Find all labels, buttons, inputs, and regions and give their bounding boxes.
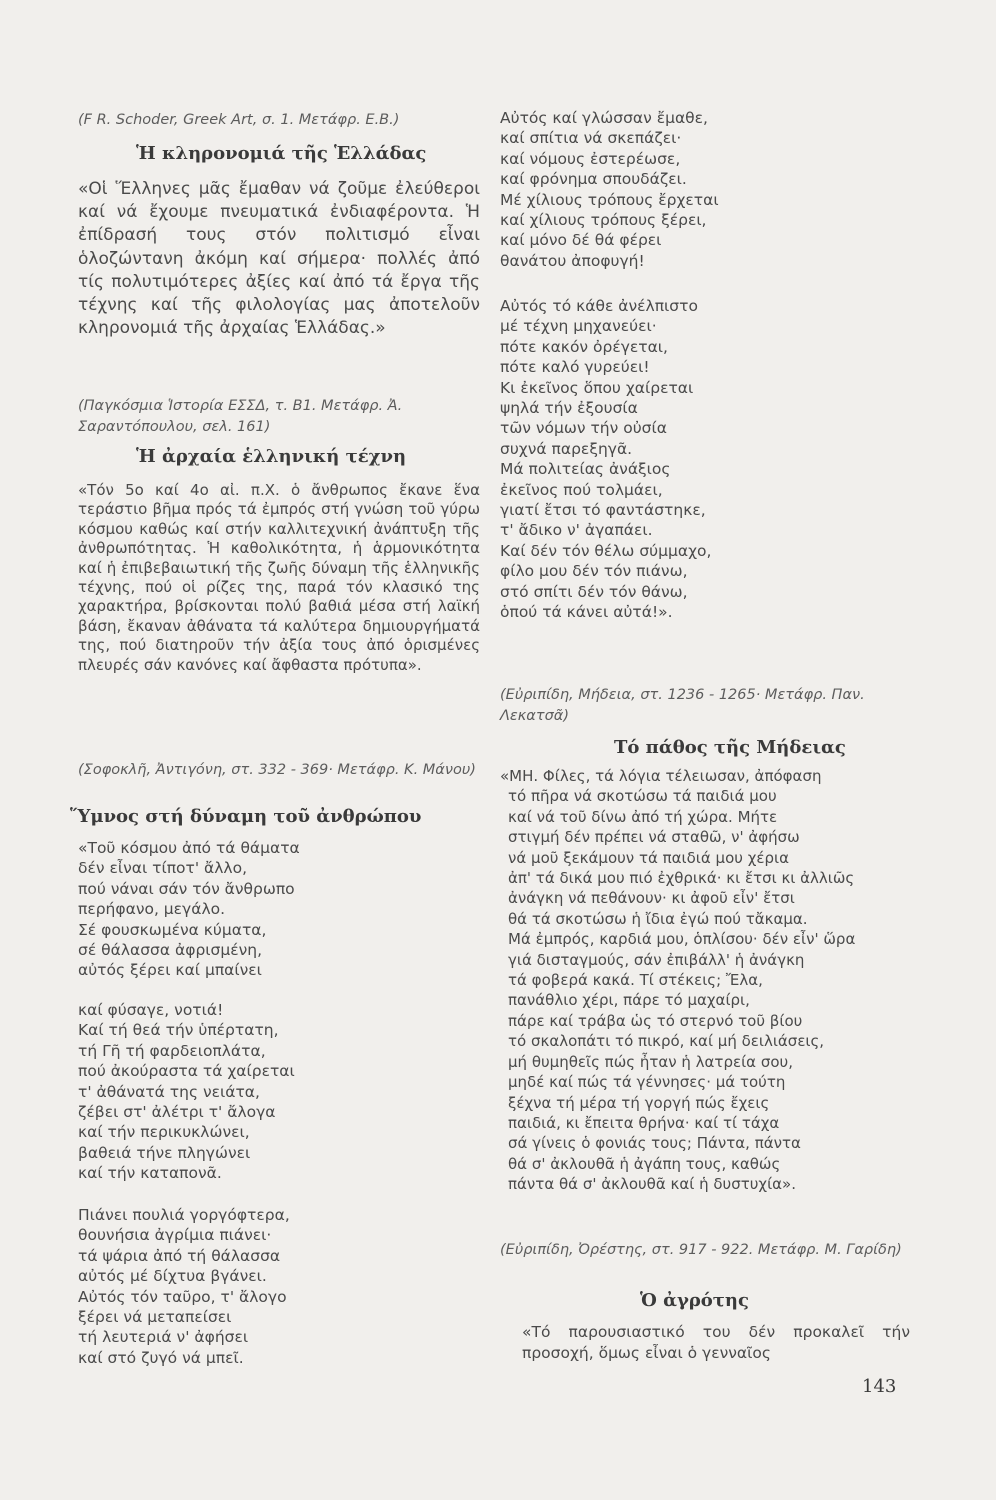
paragraph-the-farmer: «Τό παρουσιαστικό του δέν προκαλεῖ τήν προσοχή, ὅμως εἶναι ὁ γενναῖος bbox=[522, 1323, 910, 1362]
verse-line: καί μόνο δέ θά φέρει bbox=[500, 231, 662, 250]
source-citation-antigone: (Σοφοκλῆ, Ἀντιγόνη, στ. 332 - 369· Μετάφρ. Κ. Μάνου) bbox=[78, 762, 476, 778]
verse-line: τά ψάρια ἀπό τή θάλασσα bbox=[78, 1246, 281, 1265]
verse-line: ξέχνα τή μέρα τή γοργή πώς ἔχεις bbox=[508, 1093, 770, 1112]
heading-ancient-greek-art: Ἡ ἀρχαία ἑλληνική τέχνη bbox=[136, 446, 407, 467]
verse-line: Μά πολιτείας ἀνάξιος bbox=[500, 460, 671, 479]
verse-stanza-5 bbox=[500, 296, 711, 623]
verse-line: γιατί ἔτσι τό φαντάστηκε, bbox=[500, 501, 706, 520]
verse-line: καί φύσαγε, νοτιά! bbox=[78, 1001, 224, 1019]
verse-line: στιγμή δέν πρέπει νά σταθῶ, ν' ἀφήσω bbox=[508, 828, 800, 847]
verse-line: πανάθλιο χέρι, πάρε τό μαχαίρι, bbox=[508, 991, 750, 1010]
verse-line: Αὐτός καί γλώσσαν ἔμαθε, bbox=[500, 109, 708, 127]
verse-stanza-1 bbox=[78, 838, 300, 981]
page-number: 143 bbox=[862, 1376, 897, 1397]
verse-line: Μά ἐμπρός, καρδιά μου, ὁπλίσου· δέν εἶν' ὥρα bbox=[508, 930, 856, 949]
verse-line: Αὐτός τόν ταῦρο, τ' ἄλογο bbox=[78, 1287, 287, 1306]
verse-line: τῶν νόμων τήν οὐσία bbox=[500, 419, 667, 438]
verse-line: περήφανο, μεγάλο. bbox=[78, 900, 226, 919]
verse-line: δέν εἶναι τίποτ' ἄλλο, bbox=[78, 859, 248, 878]
verse-line: καί τήν καταπονᾶ. bbox=[78, 1164, 222, 1183]
verse-line: ἀνάγκη νά πεθάνουν· κι ἀφοῦ εἶν' ἔτσι bbox=[508, 889, 795, 908]
verse-line: Σέ φουσκωμένα κύματα, bbox=[78, 920, 267, 939]
verse-line: ψηλά τήν ἐξουσία bbox=[500, 399, 638, 418]
heading-the-farmer: Ὁ ἀγρότης bbox=[640, 1290, 749, 1311]
verse-line: ὁπού τά κάνει αὐτά!». bbox=[500, 603, 673, 622]
verse-line: θά σ' ἀκλουθᾶ ἡ ἀγάπη τους, καθώς bbox=[508, 1154, 781, 1173]
verse-line: θουνήσια ἀγρίμια πιάνει· bbox=[78, 1226, 272, 1245]
source-citation-world-history: (Παγκόσμια Ἱστορία ΕΣΣΔ, τ. Β1. Μετάφρ. Ἀ. Σαραντόπουλου, σελ. 161) bbox=[78, 398, 403, 435]
verse-line: βαθειά τήνε πληγώνει bbox=[78, 1143, 251, 1162]
verse-line: ἐκεῖνος πού τολμάει, bbox=[500, 480, 663, 499]
verse-line: τ' ἀθάνατά της νειάτα, bbox=[78, 1082, 260, 1101]
verse-stanza-3 bbox=[78, 1205, 290, 1368]
verse-line: Πιάνει πουλιά γοργόφτερα, bbox=[78, 1206, 290, 1224]
verse-line: καί χίλιους τρόπους ξέρει, bbox=[500, 211, 707, 230]
verse-line: νά μοῦ ξεκάμουν τά παιδιά μου χέρια bbox=[508, 848, 789, 867]
verse-line: καί σπίτια νά σκεπάζει· bbox=[500, 129, 682, 148]
heading-medea-passion: Τό πάθος τῆς Μήδειας bbox=[614, 737, 846, 758]
verse-line: Καί δέν τόν θέλω σύμμαχο, bbox=[500, 541, 712, 560]
verse-line: πάντα θά σ' ἀκλουθᾶ καί ἡ δυστυχία». bbox=[508, 1175, 797, 1194]
verse-line: στό σπίτι δέν τόν θάνω, bbox=[500, 582, 688, 601]
heading-greek-heritage: Ἡ κληρονομιά τῆς Ἑλλάδας bbox=[136, 143, 427, 164]
source-citation-medea: (Εὐριπίδη, Μήδεια, στ. 1236 - 1265· Μετάφρ. Παν. Λεκατσᾶ) bbox=[500, 687, 865, 724]
verse-line: πότε καλό γυρεύει! bbox=[500, 358, 650, 377]
verse-line: σέ θάλασσα ἀφρισμένη, bbox=[78, 941, 263, 960]
verse-line: τό πῆρα νά σκοτώσω τά παιδιά μου bbox=[508, 787, 777, 806]
verse-stanza-2 bbox=[78, 1000, 295, 1184]
verse-line: τ' ἄδικο ν' ἀγαπάει. bbox=[500, 521, 653, 540]
verse-line: τά φοβερά κακά. Τί στέκεις; Ἔλα, bbox=[508, 971, 763, 990]
verse-line: καί τήν περικυκλώνει, bbox=[78, 1123, 250, 1142]
verse-line: ἀπ' τά δικά μου πιό ἐχθρικά· κι ἔτσι κι ἀλλιῶς bbox=[508, 869, 855, 888]
verse-line: καί νόμους ἐστερέωσε, bbox=[500, 149, 681, 168]
verse-line: μή θυμηθεῖς πώς ἦταν ἡ λατρεία σου, bbox=[508, 1052, 793, 1071]
verse-line: φίλο μου δέν τόν πιάνω, bbox=[500, 562, 688, 581]
verse-line: τή λευτεριά ν' ἀφήσει bbox=[78, 1328, 249, 1347]
verse-line: ξέρει νά μεταπείσει bbox=[78, 1308, 232, 1327]
verse-line: αὐτός ξέρει καί μπαίνει bbox=[78, 961, 262, 980]
verse-line: μηδέ καί πώς τά γέννησες· μά τούτη bbox=[508, 1073, 786, 1092]
verse-line: πού νάναι σάν τόν ἄνθρωπο bbox=[78, 879, 295, 898]
verse-line: τό σκαλοπάτι τό πικρό, καί μή δειλιάσεις, bbox=[508, 1032, 825, 1051]
verse-line: «Τοῦ κόσμου ἀπό τά θάματα bbox=[78, 839, 300, 857]
source-citation-schoder: (F R. Schoder, Greek Art, σ. 1. Μετάφρ. Ε.Β.) bbox=[78, 112, 400, 128]
verse-line: Μέ χίλιους τρόπους ἔρχεται bbox=[500, 190, 719, 209]
verse-line: σά γίνεις ὁ φονιάς τους; Πάντα, πάντα bbox=[508, 1134, 801, 1153]
paragraph-greek-heritage: «Οἱ Ἕλληνες μᾶς ἔμαθαν νά ζοῦμε ἐλεύθεροι καί νά ἔχουμε πνευματικά ἐνδιαφέροντα. Ἡ ἐπίδρασή τους στόν πολιτισμό εἶναι ὁλοζώντανη ἀκόμη καί σήμερα· πολλές ἀπό τίς πολυτιμότερες ἀξίες καί ἀπό τά ἔργα τῆς τέχνης καί τῆς φιλολογίας μας ἀποτελοῦν κληρονομιά τῆς ἀρχαίας Ἑλλάδας.» bbox=[78, 179, 480, 339]
verse-line: συχνά παρεξηγᾶ. bbox=[500, 439, 633, 458]
verse-line: «ΜΗ. Φίλες, τά λόγια τέλειωσαν, ἀπόφαση bbox=[500, 767, 822, 785]
verse-line: αὐτός μέ δίχτυα βγάνει. bbox=[78, 1267, 267, 1286]
verse-line: πού ἀκούραστα τά χαίρεται bbox=[78, 1062, 295, 1081]
verse-line: καί φρόνημα σπουδάζει. bbox=[500, 170, 687, 189]
verse-stanza-4 bbox=[500, 108, 719, 271]
verse-line: παιδιά, κι ἔπειτα θρήνα· καί τί τάχα bbox=[508, 1113, 780, 1132]
verse-line: καί στό ζυγό νά μπεῖ. bbox=[78, 1348, 244, 1367]
verse-line: ζέβει στ' ἀλέτρι τ' ἄλογα bbox=[78, 1103, 276, 1122]
verse-line: θά τά σκοτώσω ἡ ἴδια ἐγώ πού τἄκαμα. bbox=[508, 909, 808, 928]
verse-line: Αὐτός τό κάθε ἀνέλπιστο bbox=[500, 297, 698, 315]
verse-line: θανάτου ἀποφυγή! bbox=[500, 251, 645, 270]
verse-line: Καί τή θεά τήν ὑπέρτατη, bbox=[78, 1021, 279, 1040]
verse-line: πάρε καί τράβα ὡς τό στερνό τοῦ βίου bbox=[508, 1011, 803, 1030]
verse-line: πότε κακόν ὀρέγεται, bbox=[500, 337, 668, 356]
verse-line: Κι ἐκεῖνος ὅπου χαίρεται bbox=[500, 378, 694, 397]
heading-hymn-to-man: Ὕμνος στή δύναμη τοῦ ἀνθρώπου bbox=[70, 806, 422, 827]
paragraph-ancient-greek-art: «Τόν 5ο καί 4ο αἰ. π.Χ. ὁ ἄνθρωπος ἔκανε ἕνα τεράστιο βῆμα πρός τά ἐμπρός στή γνώση τοῦ γύρω κόσμου καθώς καί στήν καλλιτεχνική ἀνάπτυξη τῆς ἀνθρωπότητας. Ἡ καθολικότητα, ἡ ἁρμονικότητα καί ἡ ἐπιβεβαιωτική τῆς ζωῆς δύναμη τῆς ἑλληνικῆς τέχνης, πού οἱ ρίζες της, παρά τόν κλασικό της χαρακτήρα, βρίσκονται πολύ βαθιά μέσα στή λαϊκή βάση, ἔκαναν ἀθάνατα τά καλύτερα δημιουργήματά της, πού διατηροῦν τήν ἀξία τους ἀπό ὁρισμένες πλευρές σάν κανόνες καί ἄφθαστα πρότυπα». bbox=[78, 481, 480, 674]
verse-line: γιά δισταγμούς, σάν ἐπιβάλλ' ἡ ἀνάγκη bbox=[508, 950, 805, 969]
verse-line: καί νά τοῦ δίνω ἀπό τή χώρα. Μήτε bbox=[508, 807, 778, 826]
verse-medea bbox=[500, 766, 855, 1195]
verse-line: μέ τέχνη μηχανεύει· bbox=[500, 317, 657, 336]
verse-line: τή Γῆ τή φαρδειοπλάτα, bbox=[78, 1041, 266, 1060]
source-citation-orestes: (Εὐριπίδη, Ὀρέστης, στ. 917 - 922. Μετάφρ. Μ. Γαρίδη) bbox=[500, 1242, 902, 1258]
